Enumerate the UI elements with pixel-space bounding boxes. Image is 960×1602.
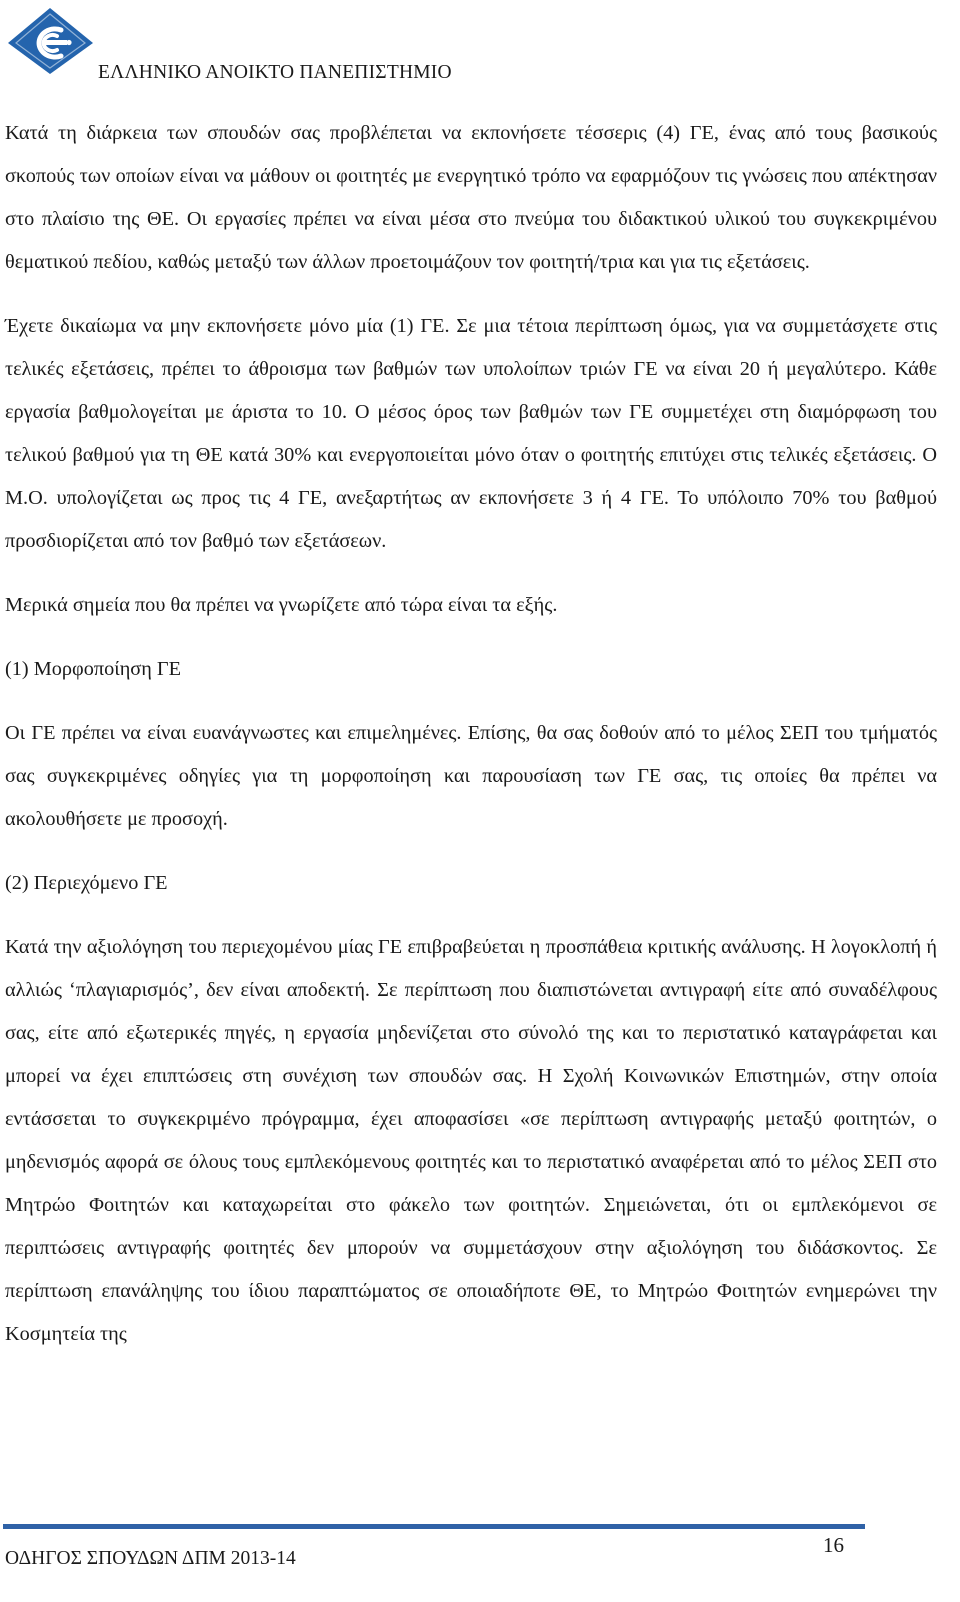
paragraph-notes-intro: Μερικά σημεία που θα πρέπει να γνωρίζετε από τώρα είναι τα εξής. [5,594,558,616]
document-body [5,112,937,1356]
paragraph-assignments-intro: Κατά τη διάρκεια των σπουδών σας προβλέπεται να εκπονήσετε τέσσερις (4) ΓΕ, ένας από τους βασικούς σκοπούς των οποίων είναι να μάθουν οι φοιτητές με ενεργητικό τρόπο να εφαρμόζουν τις γνώσεις που απέκτησαν στο πλαίσιο της ΘΕ. Οι εργασίες πρέπει να είναι μέσα στο πνεύμα του διδακτικού υλικού του συγκεκριμένου θεματικού πεδίου, καθώς μεταξύ των άλλων προετοιμάζουν τον φοιτητή/τρια και για τις εξετάσεις. [5,122,937,273]
page-header [0,0,960,100]
section-heading-formatting: (1) Μορφοποίηση ΓΕ [5,658,182,680]
guide-title: ΟΔΗΓΟΣ ΣΠΟΥΔΩΝ ΔΠΜ 2013-14 [5,1548,296,1569]
paragraph-plagiarism: Κατά την αξιολόγηση του περιεχομένου μίας ΓΕ επιβραβεύεται η προσπάθεια κριτικής ανάλυσης. Η λογοκλοπή ή αλλιώς ‘πλαγιαρισμός’, δεν είναι αποδεκτή. Σε περίπτωση που διαπιστώνεται αντιγραφή είτε από συναδέλφους σας, είτε από εξωτερικές πηγές, η εργασία μηδενίζεται στο σύνολό της και το περιστατικό καταγράφεται και μπορεί να έχει επιπτώσεις στη συνέχιση των σπουδών σας. Η Σχολή Κοινωνικών Επιστημών, στην οποία εντάσσεται το συγκεκριμένο πρόγραμμα, έχει αποφασίσει «σε περίπτωση αντιγραφής μεταξύ φοιτητών, ο μηδενισμός αφορά σε όλους τους εμπλεκόμενους φοιτητές και το περιστατικό αναφέρεται από το μέλος ΣΕΠ στο Μητρώο Φοιτητών και καταχωρείται στο φάκελο των φοιτητών. Σημειώνεται, ότι οι εμπλεκόμενοι σε περιπτώσεις αντιγραφής φοιτητές δεν μπορούν να συμμετάσχουν στην αξιολόγηση του διδάσκοντος. Σε περίπτωση επανάληψης του ίδιου παραπτώματος σε οποιαδήποτε ΘΕ, το Μητρώο Φοιτητών ενημερώνει την Κοσμητεία της [5,936,937,1345]
footer-divider [3,1524,865,1529]
paragraph-grading-rules: Έχετε δικαίωμα να μην εκπονήσετε μόνο μία (1) ΓΕ. Σε μια τέτοια περίπτωση όμως, για να συμμετάσχετε στις τελικές εξετάσεις, πρέπει το άθροισμα των βαθμών των υπολοίπων τριών ΓΕ να είναι 20 ή μεγαλύτερο. Κάθε εργασία βαθμολογείται με άριστα το 10. Ο μέσος όρος των βαθμών των ΓΕ συμμετέχει στη διαμόρφωση του τελικού βαθμού για τη ΘΕ κατά 30% και ενεργοποιείται μόνο όταν ο φοιτητής επιτύχει στις τελικές εξετάσεις. Ο Μ.Ο. υπολογίζεται ως προς τις 4 ΓΕ, ανεξαρτήτως αν εκπονήσετε 3 ή 4 ΓΕ. Το υπόλοιπο 70% του βαθμού προσδιορίζεται από τον βαθμό των εξετάσεων. [5,315,937,552]
paragraph-formatting: Οι ΓΕ πρέπει να είναι ευανάγνωστες και επιμελημένες. Επίσης, θα σας δοθούν από το μέλος ΣΕΠ του τμήματός σας συγκεκριμένες οδηγίες για τη μορφοποίηση και παρουσίαση των ΓΕ σας, τις οποίες θα πρέπει να ακολουθήσετε με προσοχή. [5,722,937,830]
section-heading-content: (2) Περιεχόμενο ΓΕ [5,872,168,894]
eap-logo-icon [5,6,95,76]
page-number: 16 [823,1533,844,1557]
page-footer [0,1515,960,1602]
institution-name: ΕΛΛΗΝΙΚΟ ΑΝΟΙΚΤΟ ΠΑΝΕΠΙΣΤΗΜΙΟ [98,62,452,83]
